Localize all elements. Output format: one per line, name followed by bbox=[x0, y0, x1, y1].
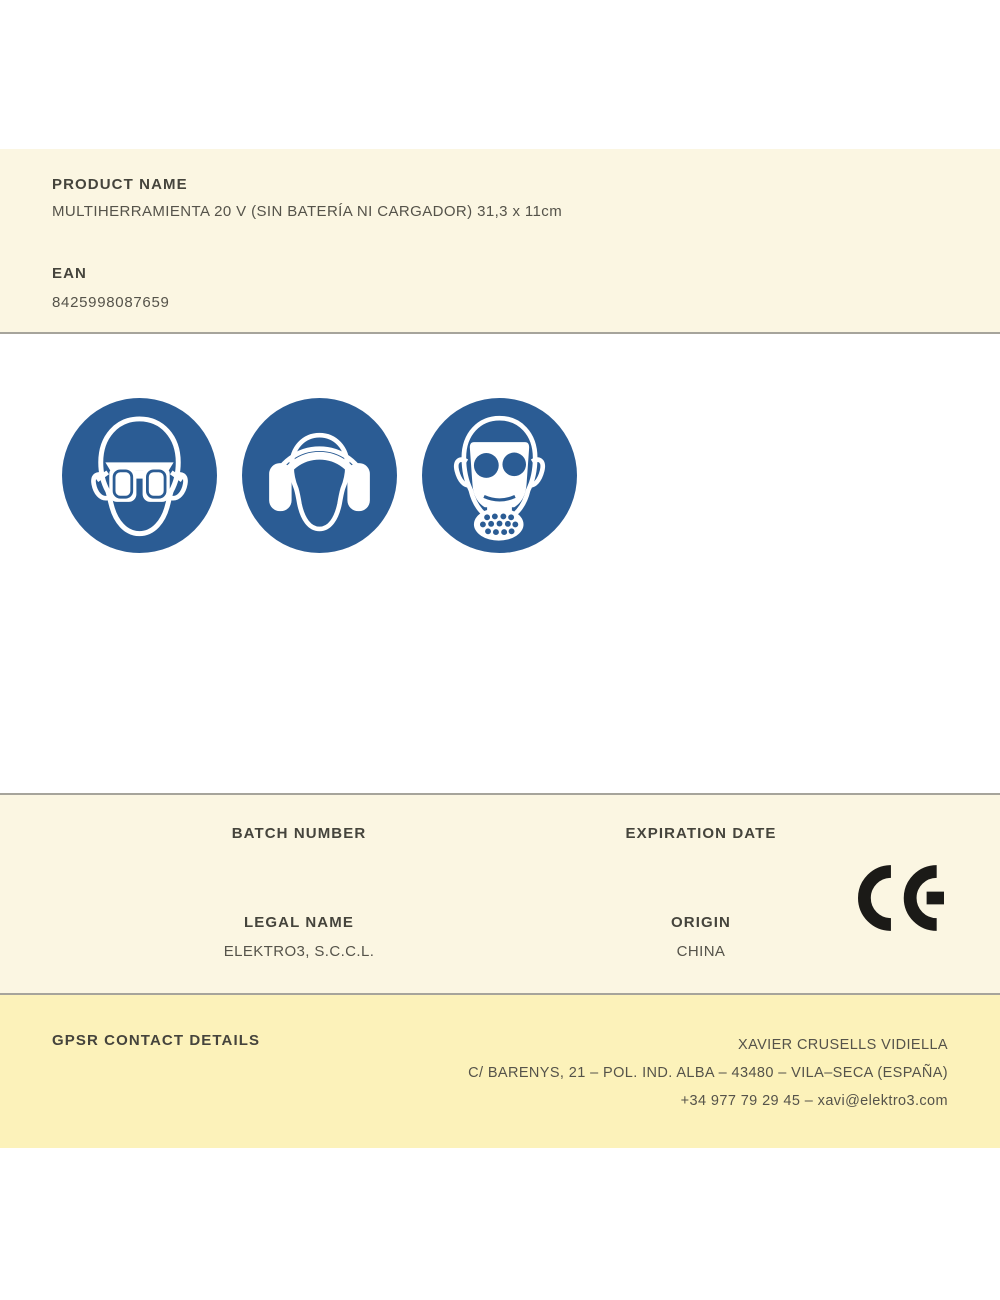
product-section bbox=[0, 149, 1000, 334]
ean-value: 8425998087659 bbox=[52, 294, 170, 311]
gpsr-address: C/ BARENYS, 21 – POL. IND. ALBA – 43480 – VILA–SECA (ESPAÑA) bbox=[468, 1065, 948, 1081]
gpsr-contact-block bbox=[468, 1031, 948, 1115]
traceability-section bbox=[0, 793, 1000, 993]
gpsr-heading: GPSR CONTACT DETAILS bbox=[52, 1032, 261, 1049]
ear-protection-icon bbox=[242, 398, 397, 553]
batch-number-heading: BATCH NUMBER bbox=[231, 825, 367, 842]
gpsr-phone-email: +34 977 79 29 45 – xavi@elektro3.com bbox=[680, 1093, 948, 1109]
eye-protection-icon bbox=[62, 398, 217, 553]
traceability-columns bbox=[98, 795, 902, 962]
legal-name-heading: LEGAL NAME bbox=[244, 914, 354, 931]
expiration-date-heading: EXPIRATION DATE bbox=[625, 825, 777, 842]
ean-heading: EAN bbox=[52, 265, 87, 282]
product-name-heading: PRODUCT NAME bbox=[52, 176, 188, 193]
origin-value: CHINA bbox=[676, 943, 726, 960]
legal-name-value: ELEKTRO3, S.C.C.L. bbox=[223, 943, 375, 960]
respiratory-protection-icon bbox=[422, 398, 577, 553]
gpsr-contact-name: XAVIER CRUSELLS VIDIELLA bbox=[738, 1037, 948, 1053]
product-name-value: MULTIHERRAMIENTA 20 V (SIN BATERÍA NI CARGADOR) 31,3 x 11cm bbox=[52, 203, 563, 220]
gpsr-section bbox=[0, 993, 1000, 1148]
ce-mark bbox=[858, 865, 944, 931]
origin-heading: ORIGIN bbox=[671, 914, 731, 931]
safety-icons-row bbox=[62, 398, 577, 553]
